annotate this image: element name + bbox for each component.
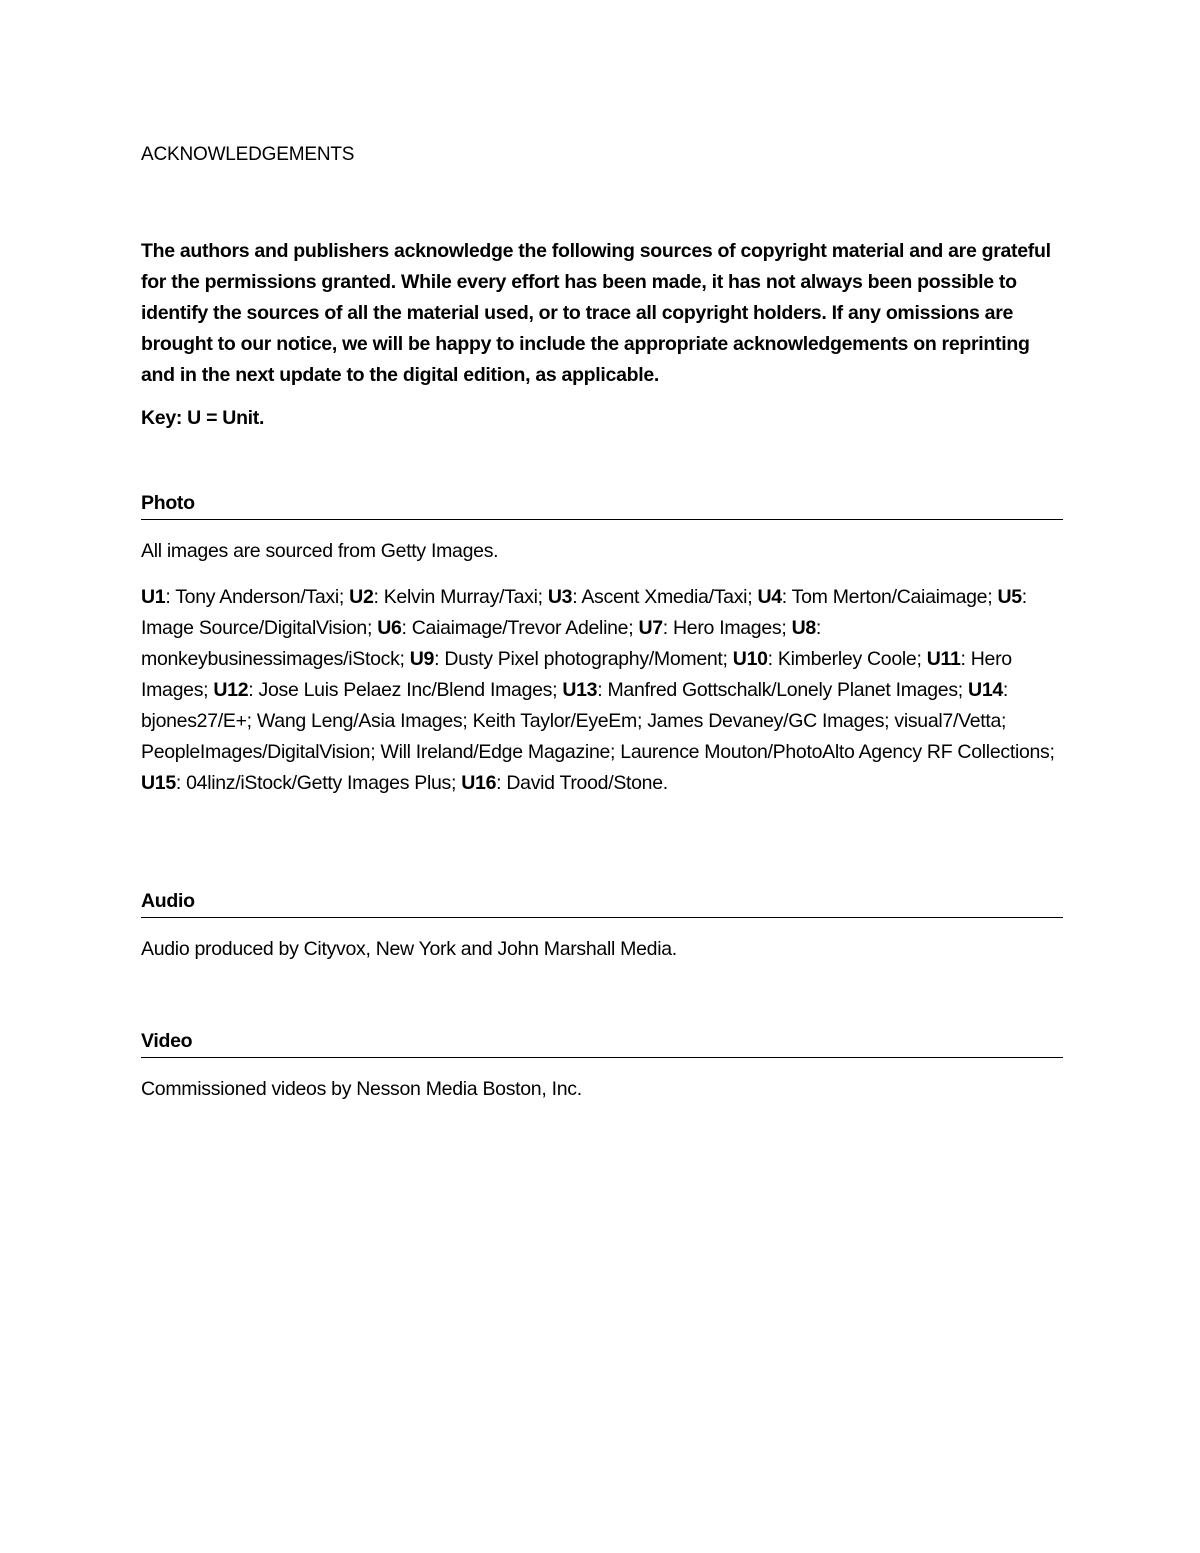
credit-item: U7: Hero Images; — [638, 617, 792, 639]
photo-source-note: All images are sourced from Getty Images. — [141, 540, 499, 562]
credit-item: U4: Tom Merton/Caiaimage; — [757, 586, 998, 608]
intro-paragraph: The authors and publishers acknowledge the following sources of copyright material and are grateful for the permissions granted. While every effort has been made, it has not always been possible to identify the sources of all the material used, or to trace all copyright holders. If any omissions are brought to our notice, we will be happy to include the appropriate acknowledgements on reprinting and in the next update to the digital edition, as applicable. — [141, 240, 1051, 386]
credit-item: U10: Kimberley Coole; — [732, 648, 927, 670]
credit-item: U1: Tony Anderson/Taxi; — [141, 586, 350, 608]
credit-item: U6: Caiaimage/Trevor Adeline; — [377, 617, 639, 639]
credit-item: U15: 04linz/iStock/Getty Images Plus; — [141, 772, 462, 794]
credit-item: U3: Ascent Xmedia/Taxi; — [547, 586, 758, 608]
credit-item: U16: David Trood/Stone. — [461, 772, 668, 794]
credit-item: U8: monkeybusinessimages/iStock; — [141, 617, 822, 670]
credit-item: U14: bjones27/E+; Wang Leng/Asia Images; Keith Taylor/EyeEm; James Devaney/GC Images; visual7/Vetta; PeopleImages/DigitalVision; Will Ireland/Edge Magazine; Laurence Mouton/PhotoAlto Agency RF Collections; — [141, 679, 1055, 763]
credit-item: U9: Dusty Pixel photography/Moment; — [409, 648, 733, 670]
credit-item: U12: Jose Luis Pelaez Inc/Blend Images; — [213, 679, 563, 701]
audio-heading: Audio — [141, 890, 1063, 918]
video-heading: Video — [141, 1030, 1063, 1058]
key-note: Key: U = Unit. — [141, 407, 265, 429]
audio-text: Audio produced by Cityvox, New York and John Marshall Media. — [141, 938, 677, 960]
photo-heading: Photo — [141, 492, 1063, 520]
page-title: ACKNOWLEDGEMENTS — [141, 144, 355, 165]
credit-item: U13: Manfred Gottschalk/Lonely Planet Images; — [562, 679, 969, 701]
credit-item: U11: Hero Images; — [141, 648, 1012, 701]
credit-item: U5: Image Source/DigitalVision; — [141, 586, 1027, 639]
video-text: Commissioned videos by Nesson Media Boston, Inc. — [141, 1078, 582, 1100]
credit-item: U2: Kelvin Murray/Taxi; — [349, 586, 548, 608]
photo-credits — [141, 582, 1063, 799]
